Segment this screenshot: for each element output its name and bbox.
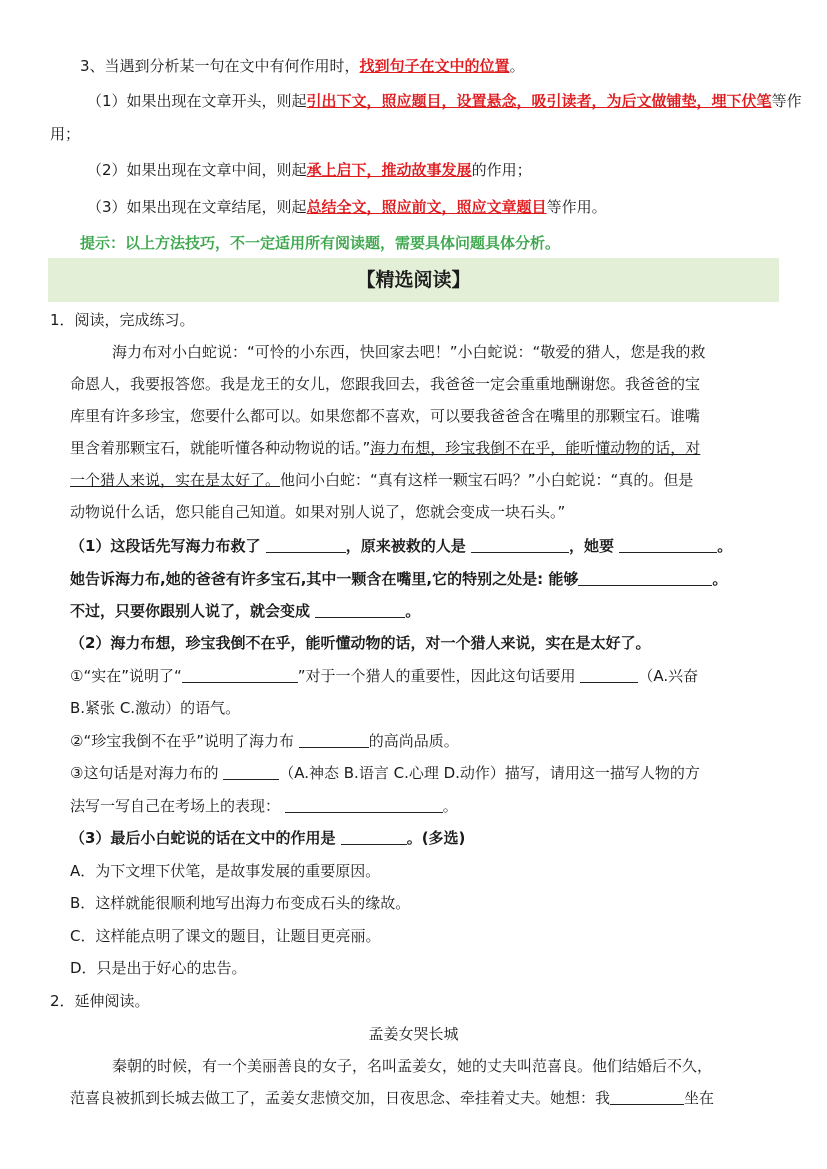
story-line: 范喜良被抓到长城去做工了，孟姜女悲愤交加，日夜思念、牵挂着丈夫。她想：我 坐在 bbox=[70, 1089, 715, 1107]
method-opening-cont: 用； bbox=[50, 125, 81, 143]
passage-line: 动物说什么话，您只能自己知道。如果对别人说了，您就会变成一块石头。” bbox=[70, 503, 566, 521]
sub-question-2: （2）海力布想，珍宝我倒不在乎，能听懂动物的话，对一个猎人来说，实在是太好了。 bbox=[70, 634, 651, 652]
passage-line: 库里有许多珍宝，您要什么都可以。如果您都不喜欢，可以要我爸爸含在嘴里的那颗宝石。谁嘴 bbox=[70, 407, 701, 425]
option-d[interactable]: D．只是出于好心的忠告。 bbox=[70, 959, 247, 977]
answer-blank[interactable] bbox=[619, 536, 717, 553]
answer-blank[interactable] bbox=[315, 601, 405, 618]
sub-question-1-line3: 不过，只要你跟别人说了，就会变成 。 bbox=[70, 602, 421, 620]
method-point-3: 3、当遇到分析某一句在文中有何作用时，找到句子在文中的位置。 bbox=[80, 57, 525, 75]
sub-question-2-item-3: ③这句话是对海力布的 （A.神态 B.语言 C.心理 D.动作）描写，请用这一描写人物的方 bbox=[70, 764, 700, 782]
sub-question-1: （1）这段话先写海力布救了 ，原来被救的人是 ，她要 。 bbox=[70, 537, 733, 555]
story-line: 秦朝的时候，有一个美丽善良的女子，名叫孟姜女，她的丈夫叫范喜良。他们结婚后不久， bbox=[112, 1057, 713, 1075]
passage-line: 命恩人，我要报答您。我是龙王的女儿，您跟我回去，我爸爸一定会重重地酬谢您。我爸爸的宝 bbox=[70, 375, 701, 393]
highlight-text: 引出下文，照应题目，设置悬念，吸引读者，为后文做铺垫，埋下伏笔 bbox=[306, 92, 772, 110]
answer-blank[interactable] bbox=[580, 666, 638, 683]
answer-blank[interactable] bbox=[341, 828, 407, 845]
sub-question-1-line2: 她告诉海力布,她的爸爸有许多宝石,其中一颗含在嘴里,它的特别之处是: 能够 。 bbox=[70, 570, 728, 588]
question-2-heading: 2．延伸阅读。 bbox=[50, 992, 150, 1010]
answer-blank[interactable] bbox=[471, 536, 569, 553]
story-title: 孟姜女哭长城 bbox=[368, 1025, 459, 1043]
passage-line: 海力布对小白蛇说：“可怜的小东西，快回家去吧！”小白蛇说：“敬爱的猎人，您是我的救 bbox=[112, 343, 706, 361]
sub-question-3: （3）最后小白蛇说的话在文中的作用是 。(多选) bbox=[70, 829, 466, 847]
option-a[interactable]: A．为下文埋下伏笔，是故事发展的重要原因。 bbox=[70, 862, 381, 880]
passage-line: 里含着那颗宝石，就能听懂各种动物说的话。”海力布想，珍宝我倒不在乎，能听懂动物的话，对 bbox=[70, 439, 701, 457]
sub-question-2-item-3-cont: 法写一写自己在考场上的表现： 。 bbox=[70, 797, 458, 815]
highlight-text: 总结全文，照应前文，照应文章题目 bbox=[306, 198, 547, 216]
section-title: 【精选阅读】 bbox=[356, 269, 471, 291]
highlight-text: 找到句子在文中的位置 bbox=[359, 57, 510, 75]
answer-blank[interactable] bbox=[223, 763, 279, 780]
highlight-text: 承上启下，推动故事发展 bbox=[306, 161, 472, 179]
answer-blank[interactable] bbox=[182, 666, 298, 683]
option-b[interactable]: B．这样就能很顺利地写出海力布变成石头的缘故。 bbox=[70, 894, 411, 912]
option-c[interactable]: C．这样能点明了课文的题目，让题目更亮丽。 bbox=[70, 927, 381, 945]
underlined-sentence: 海力布想，珍宝我倒不在乎，能听懂动物的话，对 bbox=[370, 439, 701, 457]
tip-text: 提示：以上方法技巧，不一定适用所有阅读题，需要具体问题具体分析。 bbox=[80, 234, 561, 252]
method-middle: （2）如果出现在文章中间，则起承上启下，推动故事发展的作用； bbox=[87, 161, 532, 179]
question-1-heading: 1．阅读，完成练习。 bbox=[50, 311, 195, 329]
section-banner bbox=[48, 258, 779, 302]
answer-blank[interactable] bbox=[266, 536, 346, 553]
method-ending: （3）如果出现在文章结尾，则起总结全文，照应前文，照应文章题目等作用。 bbox=[87, 198, 607, 216]
underlined-sentence: 一个猎人来说，实在是太好了。 bbox=[70, 471, 281, 489]
passage-line: 一个猎人来说，实在是太好了。他问小白蛇：“真有这样一颗宝石吗？”小白蛇说：“真的。但是 bbox=[70, 471, 694, 489]
sub-question-2-item-1-cont: B.紧张 C.激动）的语气。 bbox=[70, 699, 241, 717]
answer-blank[interactable] bbox=[285, 796, 443, 813]
method-opening: （1）如果出现在文章开头，则起引出下文，照应题目，设置悬念，吸引读者，为后文做铺垫，埋下伏笔等作 bbox=[87, 92, 802, 110]
answer-blank[interactable] bbox=[299, 731, 369, 748]
sub-question-2-item-2: ②“珍宝我倒不在乎”说明了海力布 的高尚品质。 bbox=[70, 732, 459, 750]
sub-question-2-item-1: ①“实在”说明了“ ”对于一个猎人的重要性，因此这句话要用 （A.兴奋 bbox=[70, 667, 699, 685]
answer-blank[interactable] bbox=[578, 569, 712, 586]
answer-blank[interactable] bbox=[610, 1088, 684, 1105]
